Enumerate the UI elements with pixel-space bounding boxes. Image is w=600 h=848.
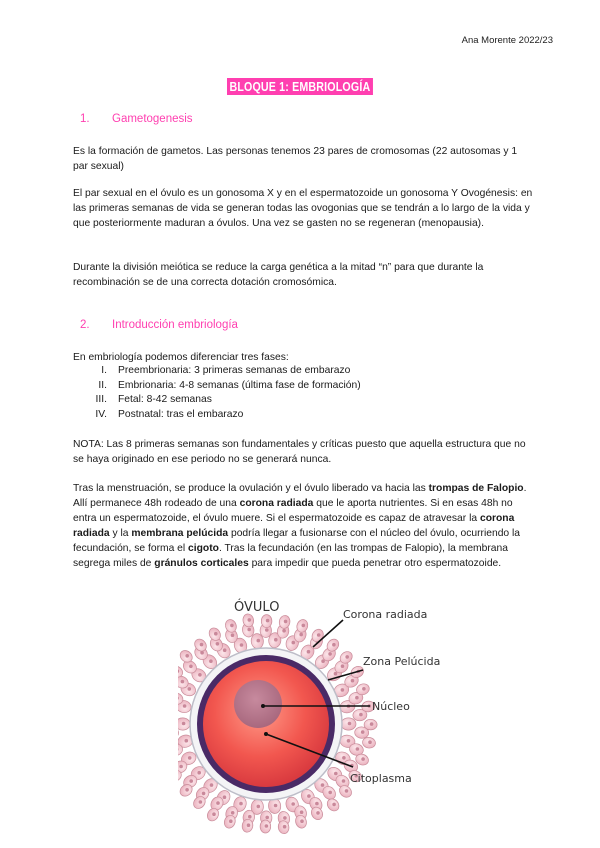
section-1-paragraph-3 xyxy=(73,260,533,290)
list-item xyxy=(73,393,533,408)
list-text: Postnatal: tras el embarazo xyxy=(118,408,244,420)
nota-paragraph xyxy=(73,437,533,467)
list-text: Preembrionaria: 3 primeras semanas de embarazo xyxy=(118,365,351,376)
corona-cell-nucleus xyxy=(299,633,303,637)
corona-cell-nucleus xyxy=(212,812,216,816)
author-header: Ana Morente 2022/23 xyxy=(461,35,553,46)
corona-cell-nucleus xyxy=(231,811,235,815)
corona-cell-nucleus xyxy=(348,722,352,726)
document-title: BLOQUE 1: EMBRIOLOGÍA xyxy=(227,78,373,95)
ovum-diagram xyxy=(178,592,448,847)
paragraph-text: Durante la división meiótica se reduce la carga genética a la mitad “n” para que durante la recombinación se de una correcta dotación cromosómica. xyxy=(73,262,484,288)
corona-cell-nucleus xyxy=(183,704,187,708)
corona-cell-nucleus xyxy=(307,794,311,798)
corona-cell-nucleus xyxy=(370,722,374,726)
section-1-paragraph-2 xyxy=(73,186,533,231)
corona-cell-nucleus xyxy=(356,747,360,751)
label-zona-pelucida: Zona Pelúcida xyxy=(363,655,441,668)
ovulation-paragraph xyxy=(73,481,533,571)
list-item xyxy=(73,364,533,379)
corona-cell-nucleus xyxy=(334,772,338,776)
bold-term: corona radiada xyxy=(239,498,314,509)
corona-cell-nucleus xyxy=(332,643,336,647)
corona-cell-nucleus xyxy=(341,664,345,668)
corona-cell-nucleus xyxy=(341,688,345,692)
bold-term: membrana pelúcida xyxy=(131,528,229,539)
corona-cell-nucleus xyxy=(317,633,321,637)
paragraph-text: Es la formación de gametos. Las personas tenemos 23 pares de cromosomas (22 autosomas y 1 par sexual) xyxy=(73,146,518,172)
corona-cell-nucleus xyxy=(328,652,332,656)
corona-cell-nucleus xyxy=(361,757,365,761)
corona-cell-nucleus xyxy=(240,643,244,647)
section-1-heading xyxy=(80,113,193,125)
corona-cell-nucleus xyxy=(368,740,372,744)
corona-cell-nucleus xyxy=(292,641,296,645)
corona-cell-nucleus xyxy=(182,722,186,726)
section-2-title: Introducción embriología xyxy=(112,319,238,331)
list-item xyxy=(73,379,533,394)
corona-cell-nucleus xyxy=(214,632,218,636)
paragraph-text: El par sexual en el óvulo es un gonosoma X y en el espermatozoide un gonosoma Y Ovogénesis: en las primeras semanas de vida se generan todas las ovogonias que se tendrán a lo largo de la vida y que posteriormente maduran a óvulos. Una vez se gasten no se regeneran (menopausia). xyxy=(73,188,533,229)
corona-cell-nucleus xyxy=(282,629,286,633)
list-marker: I. xyxy=(101,365,107,376)
corona-cell-nucleus xyxy=(216,801,220,805)
corona-cell-nucleus xyxy=(188,687,192,691)
corona-cell-nucleus xyxy=(300,819,304,823)
corona-cell-nucleus xyxy=(185,654,189,658)
section-1-number: 1. xyxy=(80,113,90,125)
corona-cell-nucleus xyxy=(230,624,234,628)
corona-cell-nucleus xyxy=(347,739,351,743)
corona-cell-nucleus xyxy=(265,816,269,820)
corona-cell-nucleus xyxy=(231,633,235,637)
list-marker: II. xyxy=(98,379,107,391)
section-2-number: 2. xyxy=(80,319,90,331)
corona-cell-nucleus xyxy=(283,816,287,820)
corona-cell-nucleus xyxy=(185,788,189,792)
corona-cell-nucleus xyxy=(247,628,251,632)
corona-cell-nucleus xyxy=(188,756,192,760)
corona-cell-nucleus xyxy=(359,713,363,717)
corona-cell-nucleus xyxy=(345,655,349,659)
corona-cell-nucleus xyxy=(216,642,220,646)
list-text: Fetal: 8-42 semanas xyxy=(118,394,212,405)
corona-cell-nucleus xyxy=(351,679,355,683)
bold-term: gránulos corticales xyxy=(154,558,249,569)
nucleus-leader-dot xyxy=(261,704,265,708)
corona-cell-nucleus xyxy=(179,765,183,769)
label-nucleo: Núcleo xyxy=(372,700,410,713)
corona-cell-nucleus xyxy=(248,815,252,819)
list-marker: IV. xyxy=(95,408,107,420)
corona-cell-nucleus xyxy=(229,819,233,823)
corona-cell-nucleus xyxy=(266,619,270,623)
bold-term: cigoto xyxy=(188,543,219,554)
corona-cell-nucleus xyxy=(239,802,243,806)
bold-term: trompas de Falopio xyxy=(428,483,524,494)
corona-cell-nucleus xyxy=(189,665,193,669)
corona-cell-nucleus xyxy=(321,783,325,787)
corona-cell-nucleus xyxy=(223,648,227,652)
corona-cell-nucleus xyxy=(210,783,214,787)
corona-cell-nucleus xyxy=(265,628,269,632)
corona-cell-nucleus xyxy=(200,643,204,647)
corona-cell-nucleus xyxy=(199,800,203,804)
section-2-heading xyxy=(80,319,238,331)
corona-cell-nucleus xyxy=(223,795,227,799)
nucleus xyxy=(234,680,282,728)
list-text: Embrionaria: 4-8 semanas (última fase de formación) xyxy=(118,379,361,391)
corona-cell-nucleus xyxy=(316,811,320,815)
corona-cell-nucleus xyxy=(209,659,213,663)
corona-cell-nucleus xyxy=(197,771,201,775)
phases-list xyxy=(73,364,533,422)
paragraph-text: NOTA: Las 8 primeras semanas son fundamentales y críticas puesto que aquella estructura que no se haya originado en ese periodo no se generará nunca. xyxy=(73,439,526,465)
corona-cell-nucleus xyxy=(283,825,287,829)
label-citoplasma: Citoplasma xyxy=(350,772,412,785)
corona-cell-nucleus xyxy=(202,792,206,796)
paragraph-text: En embriología podemos diferenciar tres fases: xyxy=(73,352,289,363)
cytoplasm-leader-dot xyxy=(264,732,268,736)
corona-cell-nucleus xyxy=(284,620,288,624)
section-2-intro xyxy=(73,350,533,365)
corona-cell-nucleus xyxy=(265,824,269,828)
corona-cell-nucleus xyxy=(247,823,251,827)
corona-cell-nucleus xyxy=(274,638,278,642)
corona-cell-nucleus xyxy=(355,696,359,700)
corona-cell-nucleus xyxy=(257,805,261,809)
corona-cell-nucleus xyxy=(248,618,252,622)
corona-cell-nucleus xyxy=(257,639,261,643)
list-marker: III. xyxy=(95,394,107,405)
corona-cell-nucleus xyxy=(300,810,304,814)
corona-cell-nucleus xyxy=(315,802,319,806)
corona-cell-nucleus xyxy=(361,730,365,734)
corona-cell-nucleus xyxy=(342,779,346,783)
corona-cell-nucleus xyxy=(274,804,278,808)
corona-cell-nucleus xyxy=(198,673,202,677)
label-corona-radiada: Corona radiada xyxy=(343,608,428,621)
list-item xyxy=(73,408,533,423)
bold-term: corona radiada xyxy=(73,513,515,539)
figure-title: ÓVULO xyxy=(234,600,280,615)
corona-cell-nucleus xyxy=(181,680,185,684)
corona-cell-nucleus xyxy=(302,624,306,628)
corona-cell-nucleus xyxy=(307,650,311,654)
corona-cell-nucleus xyxy=(328,791,332,795)
corona-cell-nucleus xyxy=(342,756,346,760)
corona-cell-nucleus xyxy=(334,672,338,676)
corona-cell-nucleus xyxy=(362,687,366,691)
section-1-paragraph-1 xyxy=(73,144,533,174)
corona-cell-nucleus xyxy=(189,779,193,783)
section-1-title: Gametogenesis xyxy=(112,113,193,125)
corona-cell-nucleus xyxy=(291,802,295,806)
corona-cell-nucleus xyxy=(185,739,189,743)
corona-cell-nucleus xyxy=(345,789,349,793)
corona-cell-nucleus xyxy=(332,803,336,807)
paragraph-text: Tras la menstruación, se produce la ovulación y el óvulo liberado va hacia las trompas de Falopio. Allí permanece 48h rodeado de una corona radiada que le aporta nutrientes. Si en esas 48h no entra un espermatozoide, el óvulo muere. Si el espermatozoide es capaz de atravesar la corona radiada y la membrana pelúcida podría llegar a fusionarse con el núcleo del óvulo, ocurriendo la fecundación, se forma el cigoto. Tras la fecundación (en las trompas de Falopio), la membrana segrega miles de gránulos corticales para impedir que pueda penetrar otro espermatozoide. xyxy=(73,483,527,569)
ovum-svg xyxy=(178,592,448,842)
